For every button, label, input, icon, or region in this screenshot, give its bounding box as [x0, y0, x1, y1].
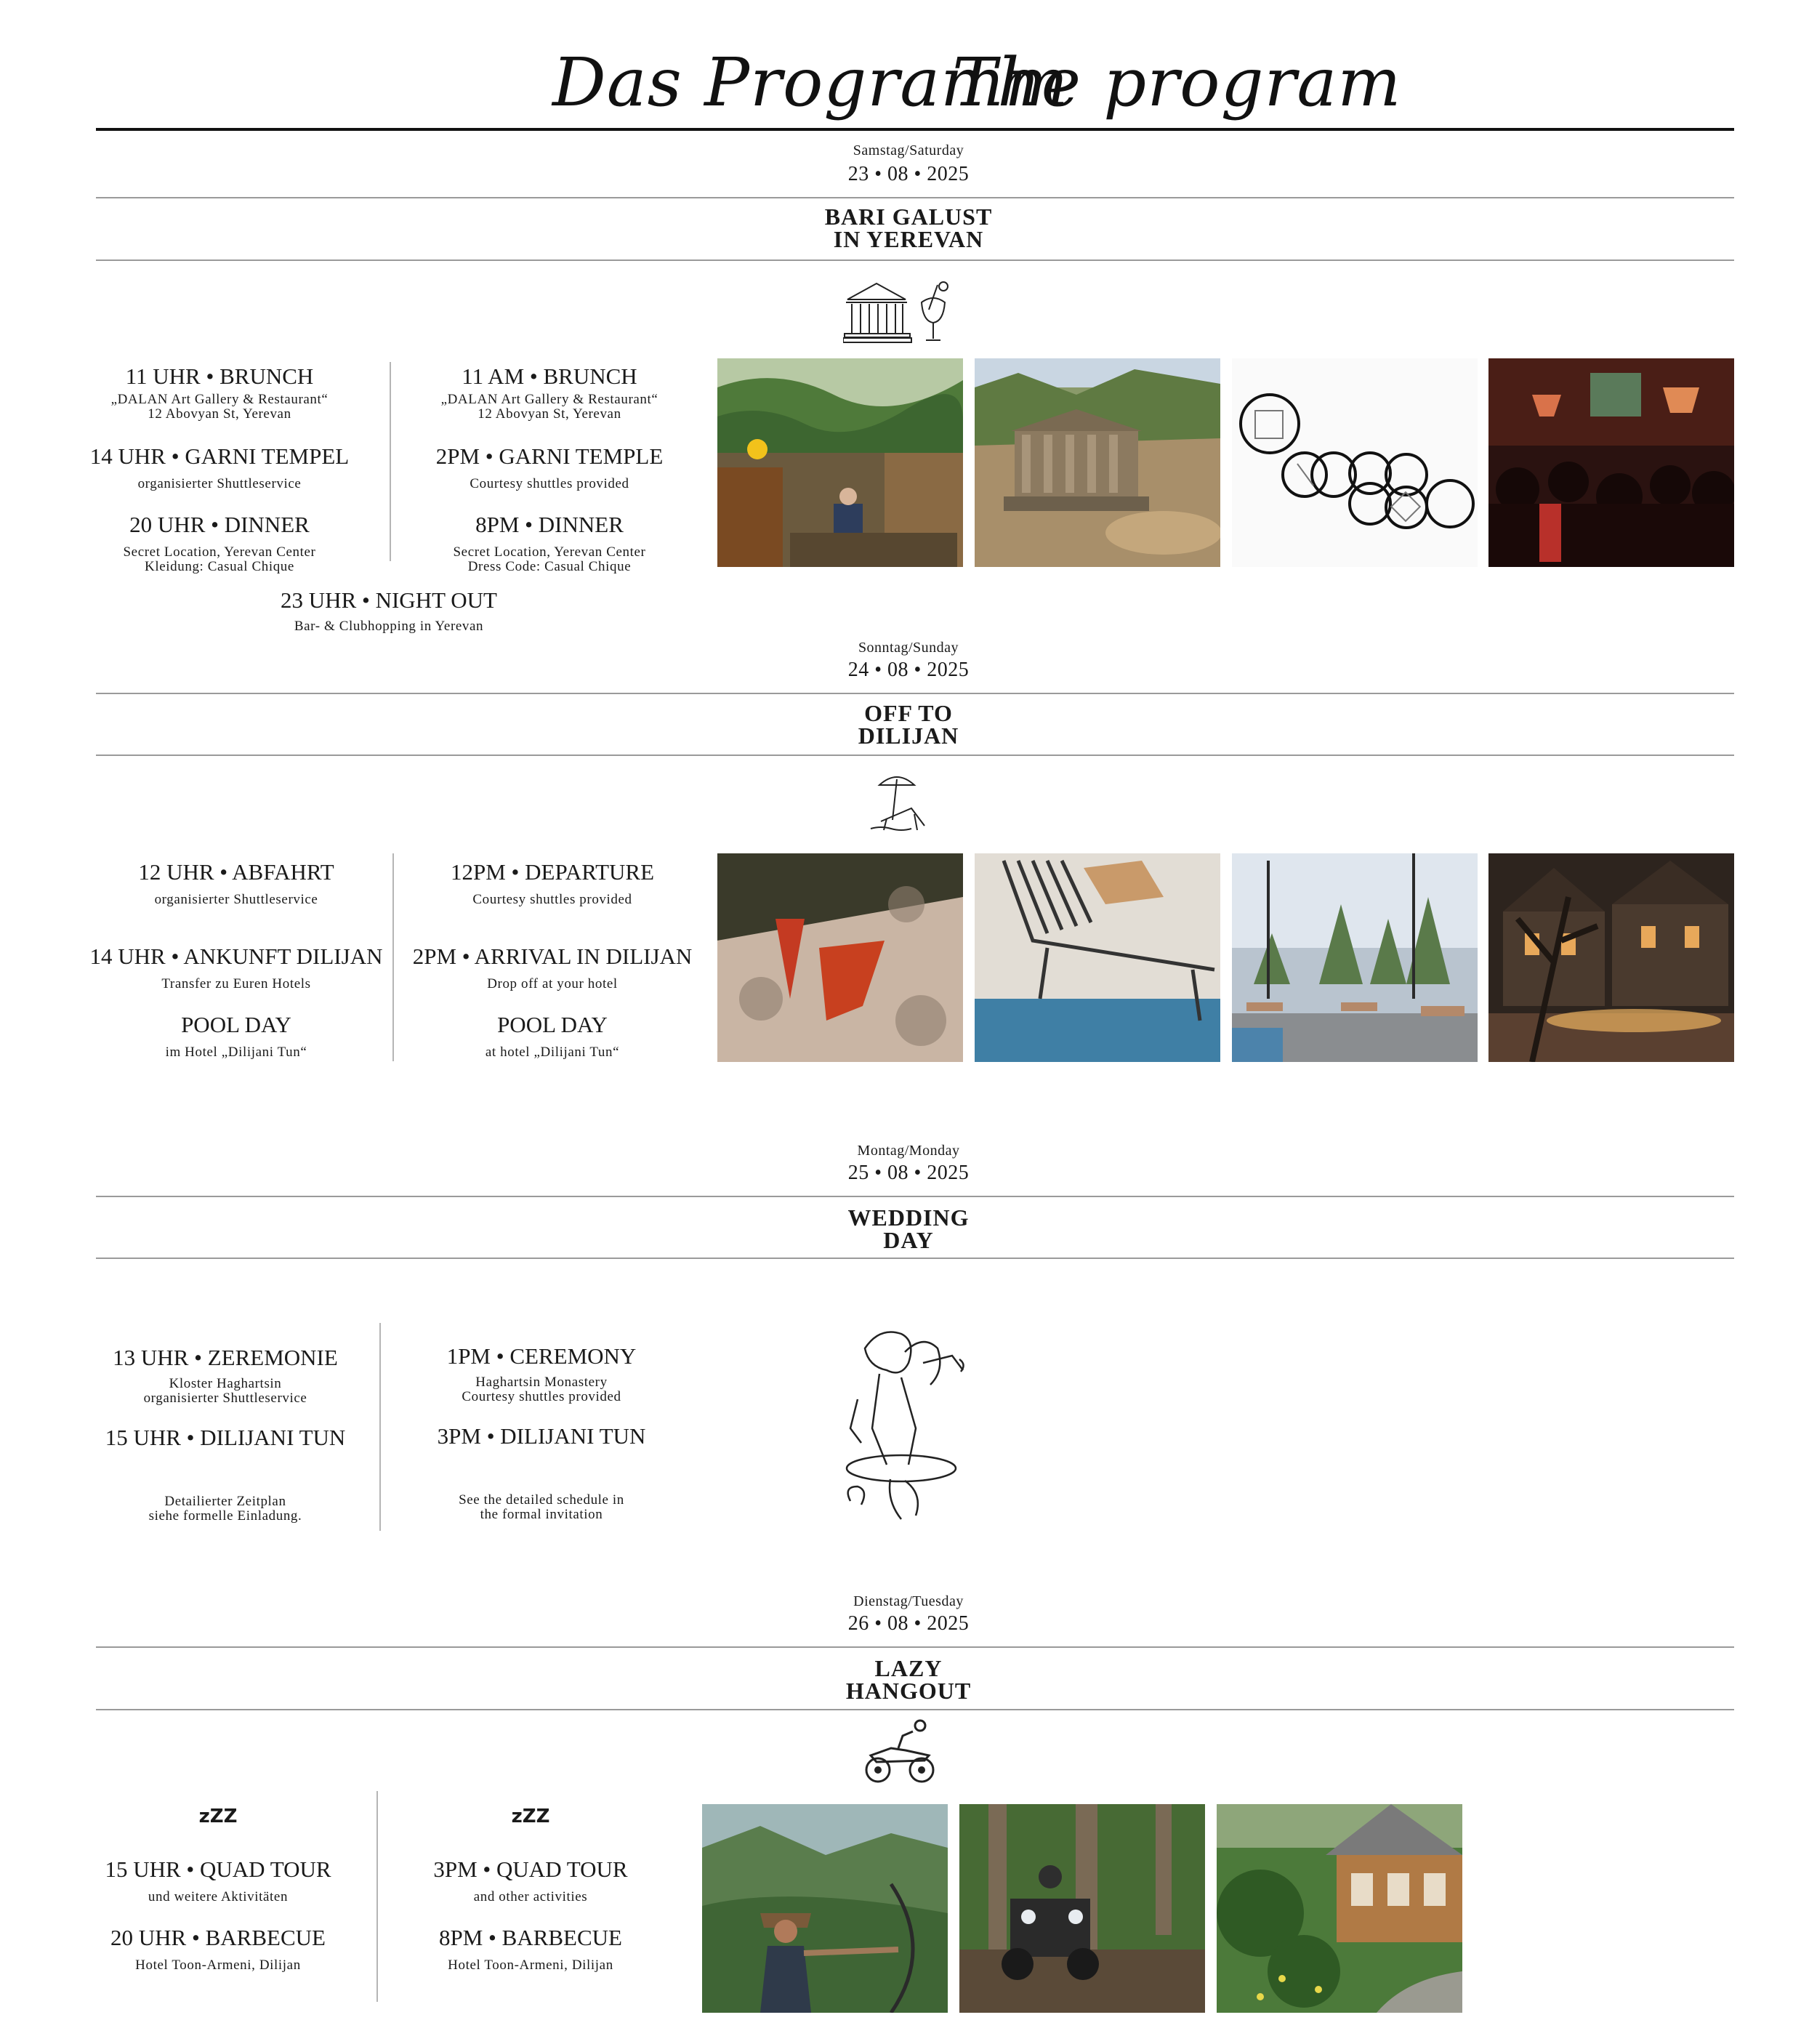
day3-de-column — [80, 1345, 371, 1524]
pool-terrace-photo — [1232, 853, 1478, 1062]
day2-en-event3-title: POOL DAY — [497, 1012, 608, 1037]
header-rule — [96, 128, 1734, 131]
day3-de-event2-title: 15 UHR • DILIJANI TUN — [105, 1425, 346, 1450]
day2-en-event2-title: 2PM • ARRIVAL IN DILIJAN — [412, 943, 693, 969]
day4-heading-line1: LAZY — [874, 1655, 943, 1681]
day2-en-event3-sub1: at hotel „Dilijani Tun“ — [485, 1045, 620, 1060]
day4-de-event2-title: 20 UHR • BARBECUE — [110, 1925, 326, 1950]
day3-en-note1: See the detailed schedule in — [459, 1492, 624, 1508]
day1-en-event1-title: 11 AM • BRUNCH — [462, 363, 637, 389]
garni-temple-photo — [975, 358, 1220, 567]
day4-en-event2-title: 8PM • BARBECUE — [438, 1925, 622, 1950]
day1-rule-top — [96, 197, 1734, 198]
night-bar-photo — [1488, 358, 1734, 567]
day2-label: Sonntag/Sunday — [858, 640, 959, 656]
day2-en-column — [407, 859, 698, 1060]
day1-nightout-sub1: Bar- & Clubhopping in Yerevan — [294, 619, 484, 634]
day4-en-column — [392, 1806, 669, 1973]
garden-restaurant-photo — [717, 358, 963, 567]
cocktail-icon — [922, 282, 948, 340]
day2-de-event1-sub1: organisierter Shuttleservice — [154, 892, 318, 907]
hotel-evening-photo — [1488, 853, 1734, 1062]
day2-de-event3-title: POOL DAY — [181, 1012, 291, 1037]
day1-de-event2-sub1: organisierter Shuttleservice — [137, 476, 302, 491]
day1-de-event1-sub2: 12 Abovyan St, Yerevan — [148, 406, 291, 422]
title-german: Das Programm — [552, 44, 1069, 121]
sleep-zzz-icon: zZZ — [511, 1806, 550, 1827]
day1-rule-bottom — [96, 259, 1734, 261]
day2-de-event1-title: 12 UHR • ABFAHRT — [138, 859, 334, 885]
day2-de-event2-sub1: Transfer zu Euren Hotels — [161, 976, 311, 991]
day2-divider — [392, 853, 394, 1061]
day3-de-note1: Detailierter Zeitplan — [164, 1494, 286, 1509]
sleep-zzz-icon: zZZ — [198, 1806, 238, 1827]
day1-de-column — [81, 363, 358, 574]
day4-en-event1-sub1: and other activities — [473, 1889, 588, 1904]
day1-nightout-title: 23 UHR • NIGHT OUT — [281, 587, 497, 613]
title-english: The program — [952, 44, 1402, 121]
day3-rule-bottom — [96, 1258, 1734, 1259]
day1-de-event3-title: 20 UHR • DINNER — [129, 512, 310, 537]
day1-de-event3-sub1: Secret Location, Yerevan Center — [123, 544, 316, 560]
day1-date: 23 • 08 • 2025 — [847, 163, 970, 185]
wooden-lodge-photo — [1217, 1804, 1462, 2013]
day3-rule-top — [96, 1196, 1734, 1197]
day1-en-event2-title: 2PM • GARNI TEMPLE — [435, 443, 664, 469]
day4-de-event1-title: 15 UHR • QUAD TOUR — [105, 1856, 331, 1882]
day1-en-column — [411, 363, 688, 574]
day4-de-event2-sub1: Hotel Toon-Armeni, Dilijan — [135, 1958, 301, 1973]
day4-rule-top — [96, 1646, 1734, 1648]
day3-en-event1-title: 1PM • CEREMONY — [446, 1343, 637, 1369]
day1-heading-line2: IN YEREVAN — [833, 226, 984, 252]
day3-de-event1-sub1: Kloster Haghartsin — [169, 1376, 282, 1391]
day4-date: 26 • 08 • 2025 — [847, 1612, 970, 1635]
day1-de-event2-title: 14 UHR • GARNI TEMPEL — [89, 443, 350, 469]
day2-en-event1-title: 12PM • DEPARTURE — [450, 859, 654, 885]
day4-de-event1-sub1: und weitere Aktivitäten — [148, 1889, 289, 1904]
day1-en-event3-sub1: Secret Location, Yerevan Center — [453, 544, 646, 560]
day4-heading-line2: HANGOUT — [845, 1678, 972, 1704]
day2-en-event2-sub1: Drop off at your hotel — [487, 976, 618, 991]
day4-de-column — [80, 1806, 356, 1973]
temple-icon — [843, 278, 959, 346]
day3-en-event1-sub2: Courtesy shuttles provided — [462, 1389, 621, 1404]
day4-heading — [0, 1657, 1817, 1702]
day2-de-column — [87, 859, 385, 1060]
day1-en-event1-sub2: 12 Abovyan St, Yerevan — [478, 406, 621, 422]
day4-divider — [376, 1791, 378, 2002]
floor-plan-diagram — [1232, 358, 1478, 567]
day3-heading-line2: DAY — [883, 1227, 934, 1253]
day3-de-note2: siehe formelle Einladung. — [148, 1508, 302, 1524]
day3-en-event2-title: 3PM • DILIJANI TUN — [437, 1423, 646, 1449]
quad-bike-icon — [862, 1715, 938, 1788]
day1-en-event2-sub1: Courtesy shuttles provided — [470, 476, 629, 491]
day3-heading-line1: WEDDING — [847, 1204, 970, 1231]
day2-de-event3-sub1: im Hotel „Dilijani Tun“ — [165, 1045, 307, 1060]
day2-heading-line1: OFF TO — [864, 700, 953, 726]
day2-de-event2-title: 14 UHR • ANKUNFT DILIJAN — [89, 943, 383, 969]
pool-lounger-photo — [975, 853, 1220, 1062]
day1-en-event3-title: 8PM • DINNER — [475, 512, 624, 537]
quad-forest-photo — [959, 1804, 1205, 2013]
day1-divider — [390, 362, 391, 561]
wedding-couple-sketch-icon — [836, 1319, 981, 1523]
archery-photo — [702, 1804, 948, 2013]
day3-en-note2: the formal invitation — [480, 1507, 603, 1522]
day2-heading-line2: DILIJAN — [858, 723, 959, 749]
day4-rule-bottom — [96, 1709, 1734, 1710]
day4-label: Dienstag/Tuesday — [853, 1593, 964, 1609]
day1-en-event3-sub2: Dress Code: Casual Chique — [467, 559, 632, 574]
day1-de-event1-title: 11 UHR • BRUNCH — [125, 363, 314, 389]
day3-de-event1-title: 13 UHR • ZEREMONIE — [113, 1345, 338, 1370]
day2-en-event1-sub1: Courtesy shuttles provided — [472, 892, 632, 907]
day1-de-event1-sub1: „DALAN Art Gallery & Restaurant“ — [110, 392, 329, 407]
day3-en-column — [396, 1343, 687, 1522]
day1-heading-line1: BARI GALUST — [824, 204, 993, 230]
day1-nightout — [243, 587, 534, 634]
day3-divider — [379, 1323, 381, 1531]
bikini-photo — [717, 853, 963, 1062]
sunbed-umbrella-icon — [866, 769, 932, 834]
day1-label: Samstag/Saturday — [853, 142, 964, 158]
day3-heading — [0, 1204, 1817, 1253]
day3-de-event1-sub2: organisierter Shuttleservice — [143, 1391, 307, 1406]
day3-label: Montag/Monday — [857, 1143, 960, 1159]
day4-en-event1-title: 3PM • QUAD TOUR — [433, 1856, 628, 1882]
day1-heading — [0, 206, 1817, 251]
day3-date: 25 • 08 • 2025 — [847, 1162, 970, 1184]
day2-heading — [0, 702, 1817, 747]
day2-rule-bottom — [96, 755, 1734, 756]
day2-rule-top — [96, 693, 1734, 694]
day3-en-event1-sub1: Haghartsin Monastery — [475, 1375, 608, 1390]
day1-en-event1-sub1: „DALAN Art Gallery & Restaurant“ — [440, 392, 658, 407]
day4-en-event2-sub1: Hotel Toon-Armeni, Dilijan — [448, 1958, 613, 1973]
day1-de-event3-sub2: Kleidung: Casual Chique — [145, 559, 294, 574]
day2-date: 24 • 08 • 2025 — [847, 659, 970, 681]
